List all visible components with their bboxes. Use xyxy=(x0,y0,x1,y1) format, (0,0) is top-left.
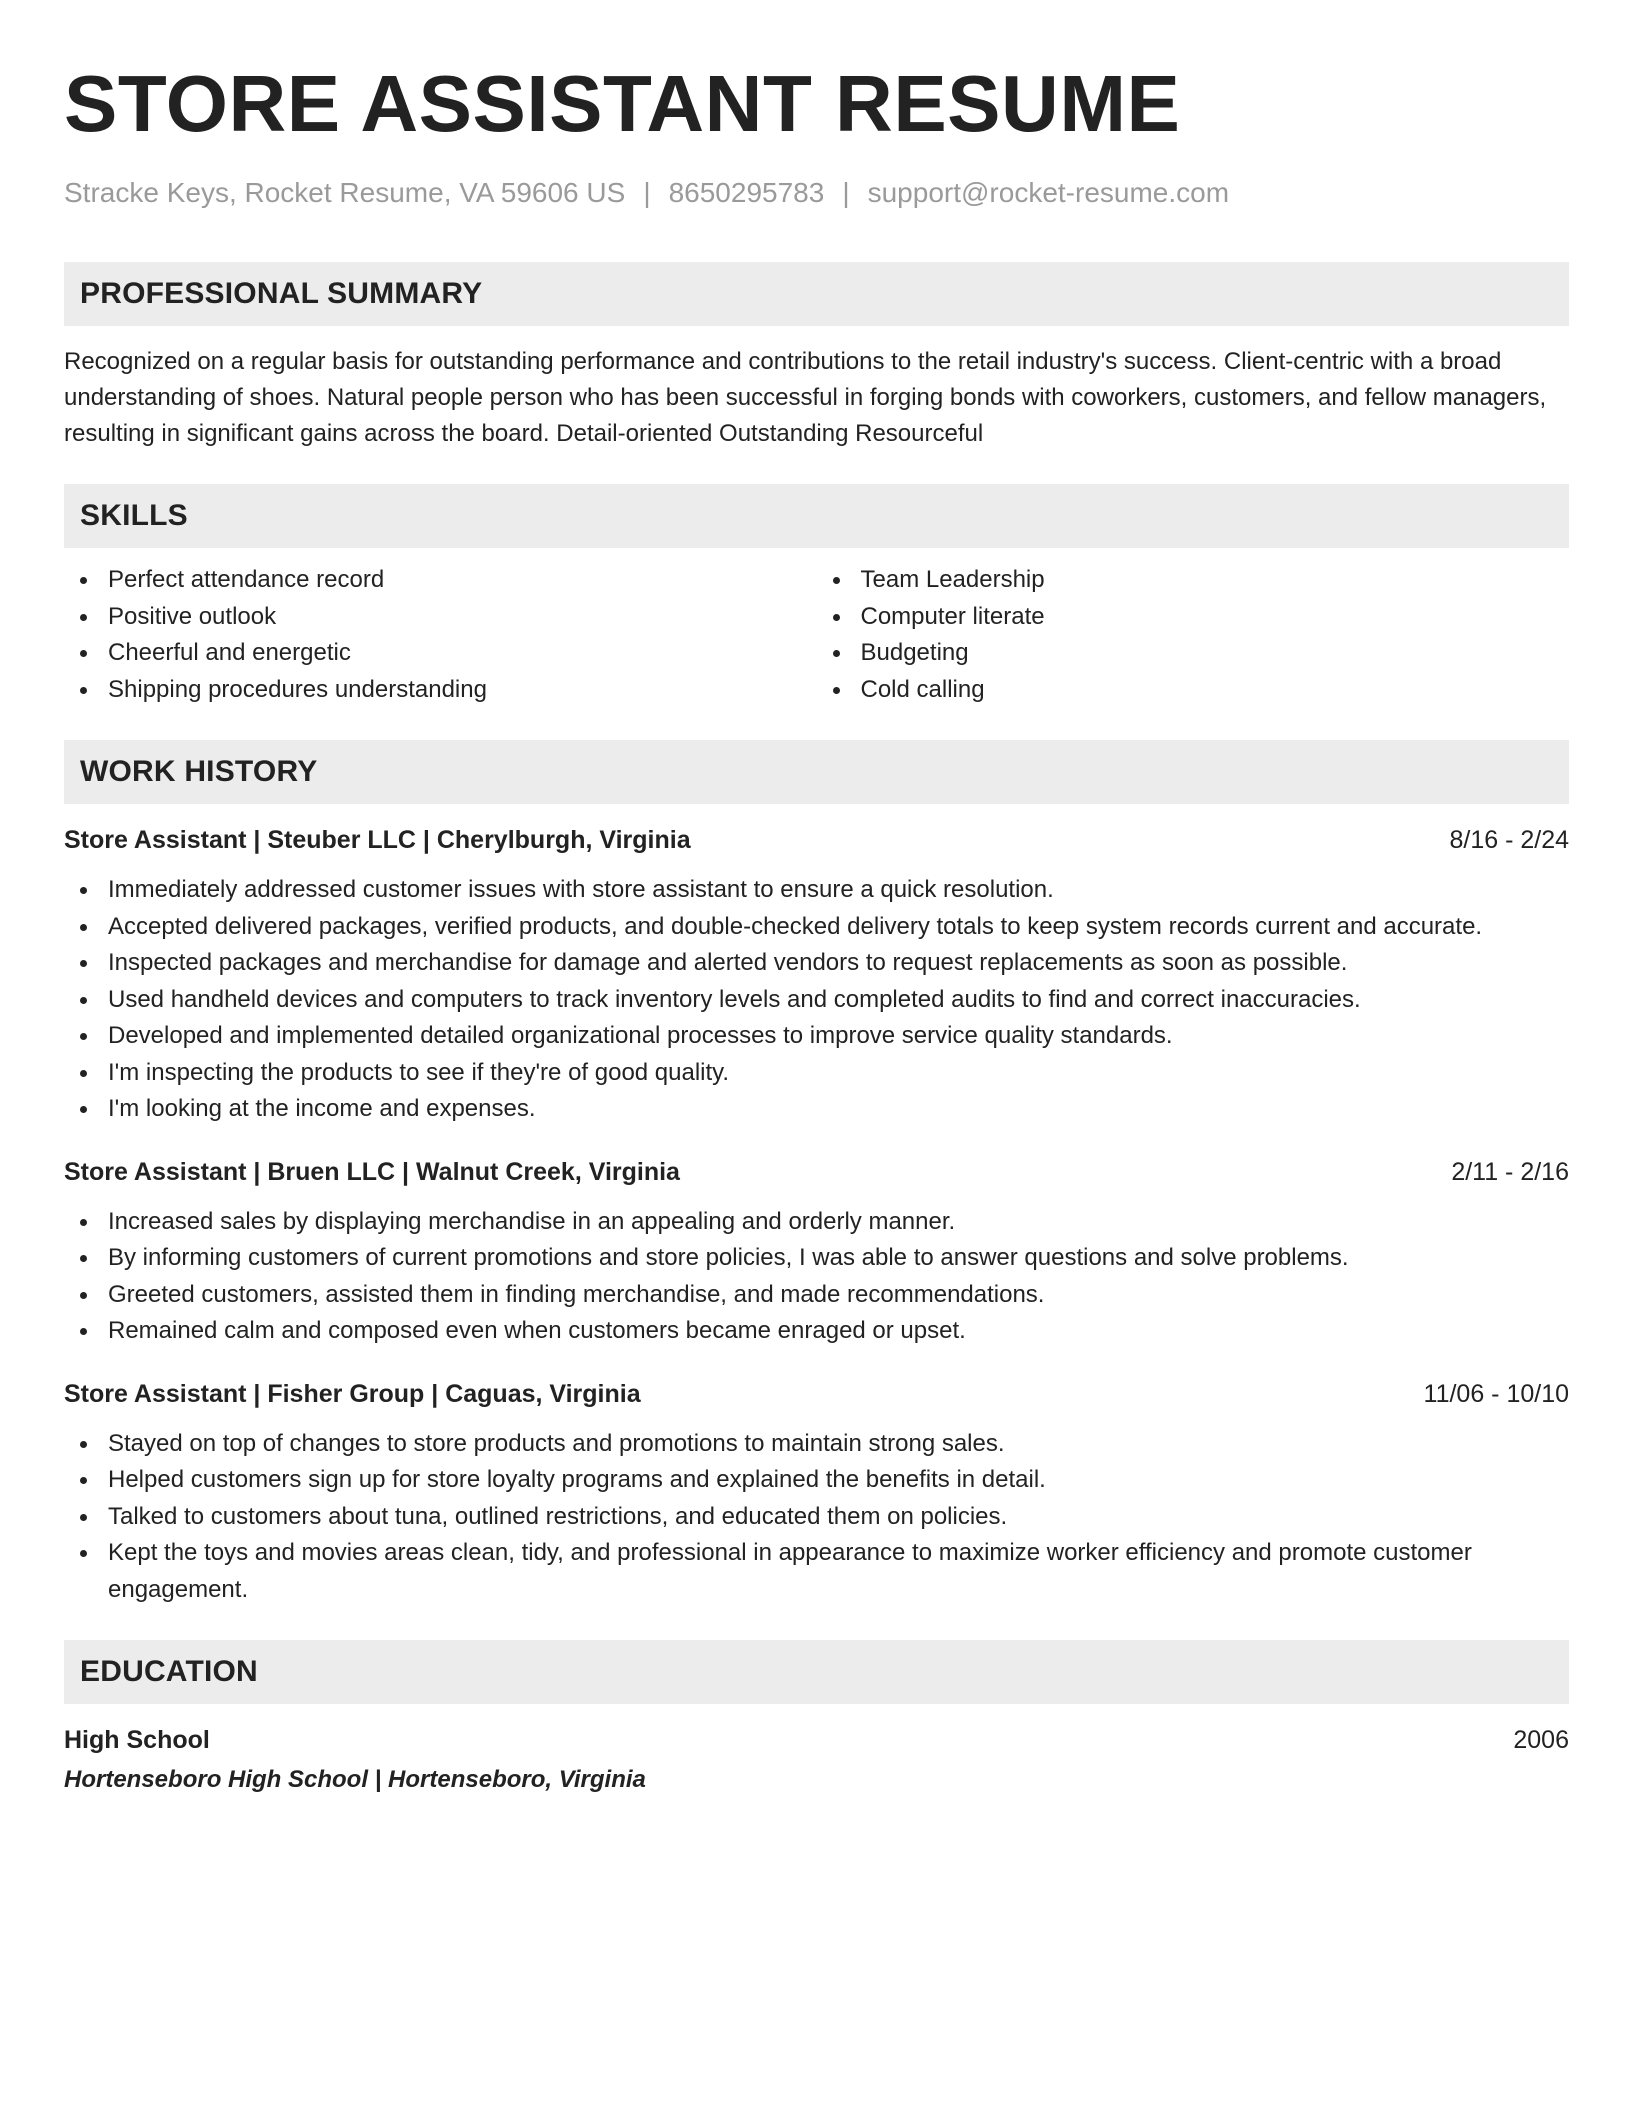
duty-item: By informing customers of current promotions and store policies, I was able to answer questions and solve problems. xyxy=(64,1240,1569,1277)
contact-separator: | xyxy=(842,177,850,208)
job-title: Store Assistant | Fisher Group | Caguas, Virginia xyxy=(64,1379,641,1408)
work-history-heading: WORK HISTORY xyxy=(64,740,1569,804)
skill-item: Computer literate xyxy=(817,599,1570,636)
education-header xyxy=(64,1722,1569,1758)
summary-text: Recognized on a regular basis for outstanding performance and contributions to the retail industry's success. Client-centric with a broad understanding of shoes. Natural people person who has been successful in forging bonds with coworkers, customers, and fellow managers, resulting in significant gains across the board. Detail-oriented Outstanding Resourceful xyxy=(64,348,1547,447)
contact-line xyxy=(64,176,1569,210)
duty-item: I'm looking at the income and expenses. xyxy=(64,1091,1569,1128)
job-dates: 2/11 - 2/16 xyxy=(1451,1157,1569,1186)
job-header xyxy=(64,1154,1569,1190)
job-duties xyxy=(64,872,1569,1128)
contact-phone: 8650295783 xyxy=(668,177,825,208)
job-entry xyxy=(64,1154,1569,1350)
job-header xyxy=(64,1376,1569,1412)
duty-item: Increased sales by displaying merchandise in an appealing and orderly manner. xyxy=(64,1204,1569,1241)
job-dates: 8/16 - 2/24 xyxy=(1449,826,1569,854)
job-entry xyxy=(64,822,1569,1128)
skills-column-right xyxy=(817,562,1570,708)
duty-item: Immediately addressed customer issues with store assistant to ensure a quick resolution. xyxy=(64,872,1569,909)
duty-item: Used handheld devices and computers to track inventory levels and completed audits to find and correct inaccuracies. xyxy=(64,982,1569,1019)
education-heading: EDUCATION xyxy=(64,1640,1569,1704)
job-duties xyxy=(64,1426,1569,1609)
summary-heading: PROFESSIONAL SUMMARY xyxy=(64,262,1569,326)
duty-item: Inspected packages and merchandise for damage and alerted vendors to request replacements as soon as possible. xyxy=(64,945,1569,982)
duty-item: Accepted delivered packages, verified products, and double-checked delivery totals to keep system records current and accurate. xyxy=(64,909,1569,946)
job-title: Store Assistant | Steuber LLC | Cherylburgh, Virginia xyxy=(64,826,691,854)
skill-item: Shipping procedures understanding xyxy=(64,672,817,709)
job-duties xyxy=(64,1204,1569,1350)
duty-item: Helped customers sign up for store loyalty programs and explained the benefits in detail. xyxy=(64,1462,1569,1499)
skill-item: Budgeting xyxy=(817,635,1570,672)
duty-item: Talked to customers about tuna, outlined restrictions, and educated them on policies. xyxy=(64,1499,1569,1536)
job-title: Store Assistant | Bruen LLC | Walnut Creek, Virginia xyxy=(64,1157,680,1186)
duty-item: Stayed on top of changes to store products and promotions to maintain strong sales. xyxy=(64,1426,1569,1463)
duty-item: I'm inspecting the products to see if they're of good quality. xyxy=(64,1055,1569,1092)
duty-item: Kept the toys and movies areas clean, tidy, and professional in appearance to maximize worker efficiency and promote customer engagement. xyxy=(64,1535,1569,1608)
skill-item: Cheerful and energetic xyxy=(64,635,817,672)
skills-heading: SKILLS xyxy=(64,484,1569,548)
education-school: Hortenseboro High School | Hortenseboro, Virginia xyxy=(64,1766,646,1793)
duty-item: Remained calm and composed even when customers became enraged or upset. xyxy=(64,1313,1569,1350)
skill-item: Perfect attendance record xyxy=(64,562,817,599)
education-entry xyxy=(64,1722,1569,1800)
contact-email: support@rocket-resume.com xyxy=(867,177,1230,208)
skill-item: Team Leadership xyxy=(817,562,1570,599)
education-year: 2006 xyxy=(1513,1726,1569,1754)
skills-list xyxy=(64,562,1569,708)
duty-item: Greeted customers, assisted them in finding merchandise, and made recommendations. xyxy=(64,1277,1569,1314)
contact-address: Stracke Keys, Rocket Resume, VA 59606 US xyxy=(64,177,626,208)
skill-item: Cold calling xyxy=(817,672,1570,709)
skills-column-left xyxy=(64,562,817,708)
job-entry xyxy=(64,1376,1569,1609)
job-dates: 11/06 - 10/10 xyxy=(1423,1379,1569,1408)
education-degree: High School xyxy=(64,1726,210,1754)
contact-separator: | xyxy=(643,177,651,208)
skill-item: Positive outlook xyxy=(64,599,817,636)
resume-title: STORE ASSISTANT RESUME xyxy=(64,59,1181,148)
duty-item: Developed and implemented detailed organizational processes to improve service quality standards. xyxy=(64,1018,1569,1055)
job-header xyxy=(64,822,1569,858)
